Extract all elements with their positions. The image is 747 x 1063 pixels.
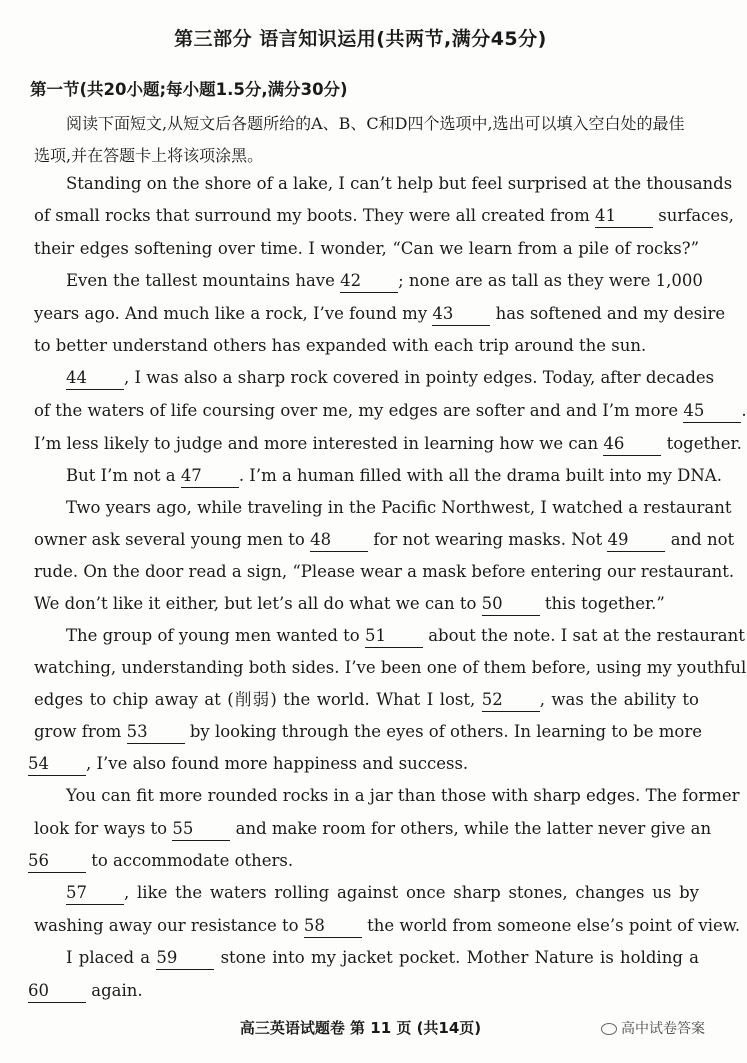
passage-text: Two years ago, while traveling in the Pacific Northwest, I watched a restaurant — [66, 498, 732, 517]
blank-44: 44 — [66, 367, 124, 390]
passage-text: The group of young men wanted to — [66, 626, 365, 645]
passage-text: , like the waters rolling against once sharp stones, changes us by — [124, 883, 699, 902]
passage-text: I’m less likely to judge and more interested in learning how we can — [34, 434, 604, 453]
passage-text: for not wearing masks. Not — [368, 530, 608, 549]
blank-46: 46 — [603, 433, 661, 456]
blank-53: 53 — [127, 721, 185, 744]
passage-text: We don’t like it either, but let’s all do what we can to — [34, 594, 482, 613]
passage-line — [0, 748, 721, 780]
passage-text: and not — [665, 530, 735, 549]
blank-43: 43 — [432, 303, 490, 326]
passage-text: Standing on the shore of a lake, I can’t help but feel surprised at the thousands — [66, 174, 733, 193]
passage-line — [0, 975, 721, 1007]
blank-52: 52 — [482, 689, 540, 712]
passage-text: about the note. I sat at the restaurant — [422, 626, 745, 645]
passage-text: edges to chip away at (削弱) the world. What I lost, — [34, 690, 482, 709]
passage-line — [0, 620, 745, 652]
passage-line — [0, 845, 721, 877]
passage-line — [0, 298, 726, 330]
blank-45: 45 — [683, 400, 741, 423]
passage-line — [0, 362, 721, 394]
blank-48: 48 — [310, 529, 368, 552]
passage-text: surfaces, — [653, 206, 734, 225]
blank-42: 42 — [340, 270, 398, 293]
part-title: 第三部分 语言知识运用(共两节,满分45分) — [174, 28, 547, 50]
passage-text: this together.” — [539, 594, 665, 613]
passage-line — [0, 877, 721, 909]
passage-line — [0, 265, 721, 297]
passage-line — [0, 556, 735, 588]
blank-55: 55 — [172, 818, 230, 841]
passage-line — [0, 492, 732, 524]
passage-text: by looking through the eyes of others. In learning to be more — [184, 722, 702, 741]
passage-text: to accommodate others. — [86, 851, 294, 870]
blank-51: 51 — [365, 625, 423, 648]
passage-line — [0, 395, 747, 427]
passage-text: I placed a — [66, 948, 157, 967]
passage-line — [0, 588, 721, 620]
passage-text: again. — [86, 981, 143, 1000]
passage-text: grow from — [34, 722, 127, 741]
passage-text: , was the ability to — [539, 690, 699, 709]
instruction-text: 阅读下面短文,从短文后各题所给的A、B、C和D四个选项中,选出可以填入空白处的最佳选项,并在答题卡上将该项涂黑。 — [34, 114, 685, 165]
passage-line — [0, 716, 721, 748]
blank-58: 58 — [304, 915, 362, 938]
passage-text: their edges softening over time. I wonder, “Can we learn from a pile of rocks?” — [34, 239, 699, 258]
blank-47: 47 — [181, 465, 239, 488]
passage-text: ; none are as tall as they were 1,000 — [398, 271, 703, 290]
passage-line — [0, 780, 740, 812]
passage-text: and make room for others, while the latter never give an — [230, 819, 712, 838]
blank-56: 56 — [28, 850, 86, 873]
passage-text: rude. On the door read a sign, “Please wear a mask before entering our restaurant. — [34, 562, 735, 581]
passage-text: Even the tallest mountains have — [66, 271, 341, 290]
passage-text: washing away our resistance to — [34, 916, 304, 935]
blank-60: 60 — [28, 980, 86, 1003]
passage-text: the world from someone else’s point of view. — [361, 916, 741, 935]
blank-57: 57 — [66, 882, 124, 905]
page-footer: 高三英语试题卷 第 11 页 (共14页) — [239, 1019, 482, 1037]
passage-text: watching, understanding both sides. I’ve been one of them before, using my youthful — [34, 658, 747, 677]
passage-line — [0, 233, 721, 265]
passage-text: together. — [661, 434, 742, 453]
passage-line — [0, 330, 721, 362]
passage-text: . — [741, 401, 747, 420]
passage-text: . I’m a human filled with all the drama built into my DNA. — [238, 466, 722, 485]
passage-text: , I was also a sharp rock covered in pointy edges. Today, after decades — [124, 368, 715, 387]
passage-line — [0, 428, 742, 460]
passage-text: But I’m not a — [66, 466, 181, 485]
passage-text: look for ways to — [34, 819, 173, 838]
passage-line — [0, 200, 734, 232]
watermark-text: 高中试卷答案 — [621, 1021, 705, 1037]
passage-text: has softened and my desire — [490, 304, 726, 323]
passage-text: of small rocks that surround my boots. They were all created from — [34, 206, 596, 225]
section-title: 第一节(共20小题;每小题1.5分,满分30分) — [30, 80, 348, 99]
passage-text: owner ask several young men to — [34, 530, 311, 549]
watermark — [601, 1018, 705, 1038]
blank-49: 49 — [607, 529, 665, 552]
passage-text: You can fit more rounded rocks in a jar than those with sharp edges. The former — [66, 786, 740, 805]
blank-59: 59 — [156, 947, 214, 970]
passage-line — [0, 910, 741, 942]
passage-line — [0, 652, 747, 684]
passage-text: years ago. And much like a rock, I’ve found my — [34, 304, 433, 323]
passage-text: to better understand others has expanded with each trip around the sun. — [34, 336, 647, 355]
passage-line — [0, 942, 721, 974]
wechat-icon — [601, 1023, 617, 1035]
passage-text: , I’ve also found more happiness and success. — [86, 754, 469, 773]
passage-line — [0, 813, 721, 845]
passage-line — [0, 460, 721, 492]
passage-text: of the waters of life coursing over me, my edges are softer and and I’m more — [34, 401, 684, 420]
blank-41: 41 — [595, 205, 653, 228]
blank-54: 54 — [28, 753, 86, 776]
passage-line — [0, 168, 733, 200]
passage-line — [0, 524, 735, 556]
passage-text: stone into my jacket pocket. Mother Nature is holding a — [214, 948, 699, 967]
blank-50: 50 — [482, 593, 540, 616]
passage-line — [0, 684, 721, 716]
